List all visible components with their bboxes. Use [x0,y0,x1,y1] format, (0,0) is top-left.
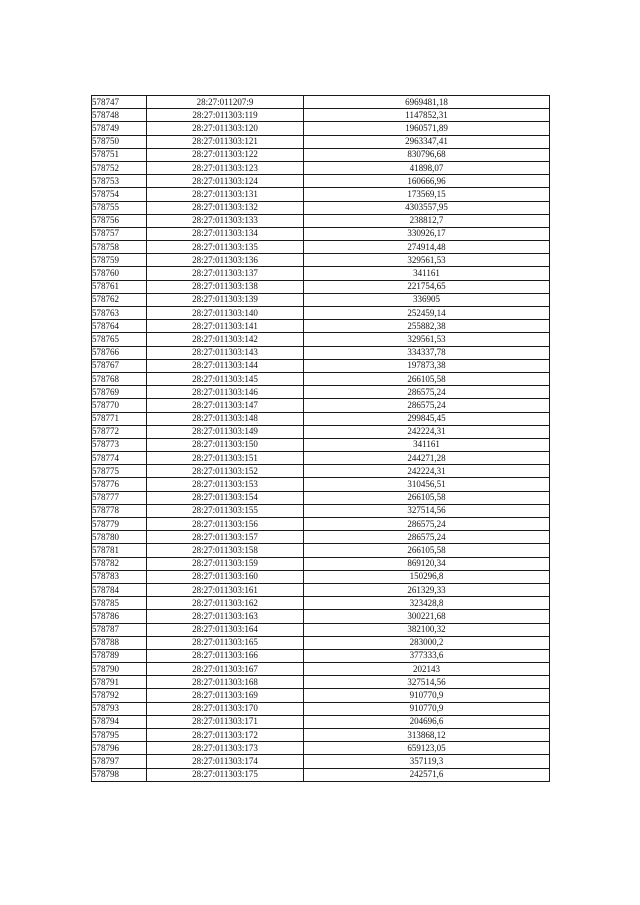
cadastral-number-cell: 28:27:011303:148 [147,412,304,425]
table-row [92,491,550,504]
row-number-cell: 578751 [92,148,147,161]
cadastral-number-cell: 28:27:011303:162 [147,597,304,610]
cadastral-value-cell: 283000,2 [304,636,550,649]
cadastral-number-cell: 28:27:011303:154 [147,491,304,504]
cadastral-number-cell: 28:27:011303:141 [147,320,304,333]
cadastral-value-cell: 160666,96 [304,175,550,188]
table-row [92,636,550,649]
cadastral-value-cell: 300221,68 [304,610,550,623]
row-number-cell: 578773 [92,438,147,451]
cadastral-value-cell: 242571,6 [304,768,550,781]
cadastral-number-cell: 28:27:011303:164 [147,623,304,636]
table-row [92,478,550,491]
table-row [92,504,550,517]
table-row [92,597,550,610]
row-number-cell: 578761 [92,280,147,293]
cadastral-value-cell: 286575,24 [304,386,550,399]
cadastral-number-cell: 28:27:011303:132 [147,201,304,214]
cadastral-value-cell: 334337,78 [304,346,550,359]
cadastral-value-cell: 204696,6 [304,715,550,728]
cadastral-value-cell: 6969481,18 [304,96,550,109]
table-row [92,715,550,728]
cadastral-value-cell: 202143 [304,663,550,676]
row-number-cell: 578754 [92,188,147,201]
row-number-cell: 578786 [92,610,147,623]
cadastral-value-cell: 1147852,31 [304,109,550,122]
row-number-cell: 578759 [92,254,147,267]
cadastral-value-cell: 910770,9 [304,702,550,715]
table-row [92,570,550,583]
table-row [92,122,550,135]
row-number-cell: 578795 [92,729,147,742]
row-number-cell: 578782 [92,557,147,570]
row-number-cell: 578784 [92,583,147,596]
cadastral-number-cell: 28:27:011303:172 [147,729,304,742]
cadastral-number-cell: 28:27:011303:165 [147,636,304,649]
cadastral-number-cell: 28:27:011303:143 [147,346,304,359]
cadastral-number-cell: 28:27:011303:134 [147,227,304,240]
row-number-cell: 578774 [92,452,147,465]
table-row [92,175,550,188]
cadastral-value-cell: 244271,28 [304,452,550,465]
cadastral-number-cell: 28:27:011303:147 [147,399,304,412]
table-row [92,293,550,306]
cadastral-number-cell: 28:27:011303:158 [147,544,304,557]
row-number-cell: 578749 [92,122,147,135]
row-number-cell: 578764 [92,320,147,333]
table-row [92,531,550,544]
cadastral-number-cell: 28:27:011303:161 [147,583,304,596]
row-number-cell: 578755 [92,201,147,214]
cadastral-value-cell: 286575,24 [304,399,550,412]
row-number-cell: 578766 [92,346,147,359]
row-number-cell: 578748 [92,109,147,122]
table-row [92,623,550,636]
row-number-cell: 578792 [92,689,147,702]
row-number-cell: 578768 [92,372,147,385]
row-number-cell: 578763 [92,307,147,320]
cadastral-value-cell: 266105,58 [304,491,550,504]
row-number-cell: 578791 [92,676,147,689]
table-row [92,135,550,148]
table-row [92,346,550,359]
cadastral-value-table [91,95,550,782]
table-row [92,729,550,742]
cadastral-value-cell: 910770,9 [304,689,550,702]
table-row [92,109,550,122]
cadastral-value-cell: 659123,05 [304,742,550,755]
row-number-cell: 578796 [92,742,147,755]
table-row [92,254,550,267]
cadastral-number-cell: 28:27:011207:9 [147,96,304,109]
row-number-cell: 578779 [92,518,147,531]
row-number-cell: 578776 [92,478,147,491]
row-number-cell: 578760 [92,267,147,280]
cadastral-number-cell: 28:27:011303:171 [147,715,304,728]
table-row [92,742,550,755]
cadastral-number-cell: 28:27:011303:131 [147,188,304,201]
cadastral-value-cell: 274914,48 [304,241,550,254]
cadastral-value-cell: 261329,33 [304,583,550,596]
cadastral-value-cell: 173569,15 [304,188,550,201]
cadastral-number-cell: 28:27:011303:144 [147,359,304,372]
cadastral-number-cell: 28:27:011303:149 [147,425,304,438]
cadastral-number-cell: 28:27:011303:142 [147,333,304,346]
row-number-cell: 578794 [92,715,147,728]
cadastral-value-cell: 252459,14 [304,307,550,320]
cadastral-number-cell: 28:27:011303:169 [147,689,304,702]
table-row [92,689,550,702]
table-row [92,386,550,399]
table-row [92,399,550,412]
cadastral-value-cell: 286575,24 [304,531,550,544]
row-number-cell: 578772 [92,425,147,438]
cadastral-number-cell: 28:27:011303:160 [147,570,304,583]
cadastral-value-cell: 286575,24 [304,518,550,531]
cadastral-value-cell: 327514,56 [304,504,550,517]
cadastral-number-cell: 28:27:011303:124 [147,175,304,188]
table-row [92,465,550,478]
row-number-cell: 578757 [92,227,147,240]
cadastral-value-cell: 330926,17 [304,227,550,240]
cadastral-value-cell: 323428,8 [304,597,550,610]
table-row [92,307,550,320]
cadastral-value-cell: 221754,65 [304,280,550,293]
row-number-cell: 578777 [92,491,147,504]
cadastral-number-cell: 28:27:011303:166 [147,649,304,662]
row-number-cell: 578787 [92,623,147,636]
cadastral-number-cell: 28:27:011303:138 [147,280,304,293]
cadastral-number-cell: 28:27:011303:133 [147,214,304,227]
table-row [92,557,550,570]
cadastral-value-cell: 869120,34 [304,557,550,570]
cadastral-value-cell: 357119,3 [304,755,550,768]
cadastral-value-cell: 341161 [304,267,550,280]
cadastral-number-cell: 28:27:011303:170 [147,702,304,715]
cadastral-number-cell: 28:27:011303:168 [147,676,304,689]
table-row [92,372,550,385]
cadastral-value-cell: 255882,38 [304,320,550,333]
row-number-cell: 578790 [92,663,147,676]
cadastral-number-cell: 28:27:011303:151 [147,452,304,465]
cadastral-value-cell: 310456,51 [304,478,550,491]
table-row [92,320,550,333]
row-number-cell: 578789 [92,649,147,662]
table-row [92,544,550,557]
table-row [92,649,550,662]
table-row [92,280,550,293]
cadastral-number-cell: 28:27:011303:121 [147,135,304,148]
cadastral-value-cell: 377333,6 [304,649,550,662]
cadastral-number-cell: 28:27:011303:137 [147,267,304,280]
cadastral-number-cell: 28:27:011303:120 [147,122,304,135]
table-row [92,148,550,161]
table-row [92,214,550,227]
cadastral-value-cell: 1960571,89 [304,122,550,135]
cadastral-value-cell: 197873,38 [304,359,550,372]
cadastral-number-cell: 28:27:011303:152 [147,465,304,478]
row-number-cell: 578767 [92,359,147,372]
cadastral-value-cell: 382100,32 [304,623,550,636]
table-row [92,412,550,425]
table-row [92,201,550,214]
table-row [92,663,550,676]
table-row [92,267,550,280]
cadastral-value-cell: 336905 [304,293,550,306]
cadastral-number-cell: 28:27:011303:122 [147,148,304,161]
cadastral-number-cell: 28:27:011303:156 [147,518,304,531]
cadastral-number-cell: 28:27:011303:139 [147,293,304,306]
cadastral-number-cell: 28:27:011303:157 [147,531,304,544]
row-number-cell: 578762 [92,293,147,306]
cadastral-number-cell: 28:27:011303:159 [147,557,304,570]
cadastral-value-cell: 329561,53 [304,254,550,267]
row-number-cell: 578783 [92,570,147,583]
row-number-cell: 578797 [92,755,147,768]
row-number-cell: 578758 [92,241,147,254]
table-row [92,227,550,240]
cadastral-number-cell: 28:27:011303:167 [147,663,304,676]
row-number-cell: 578753 [92,175,147,188]
cadastral-value-cell: 266105,58 [304,544,550,557]
cadastral-number-cell: 28:27:011303:140 [147,307,304,320]
row-number-cell: 578756 [92,214,147,227]
table-row [92,161,550,174]
cadastral-value-cell: 4303557,95 [304,201,550,214]
cadastral-value-cell: 2963347,41 [304,135,550,148]
table-row [92,452,550,465]
row-number-cell: 578747 [92,96,147,109]
row-number-cell: 578785 [92,597,147,610]
cadastral-value-cell: 329561,53 [304,333,550,346]
row-number-cell: 578775 [92,465,147,478]
row-number-cell: 578771 [92,412,147,425]
table-body [92,96,550,782]
table-row [92,359,550,372]
row-number-cell: 578750 [92,135,147,148]
cadastral-number-cell: 28:27:011303:174 [147,755,304,768]
cadastral-value-cell: 341161 [304,438,550,451]
table-row [92,768,550,781]
cadastral-number-cell: 28:27:011303:163 [147,610,304,623]
row-number-cell: 578798 [92,768,147,781]
row-number-cell: 578778 [92,504,147,517]
cadastral-number-cell: 28:27:011303:123 [147,161,304,174]
cadastral-number-cell: 28:27:011303:150 [147,438,304,451]
cadastral-value-cell: 41898,07 [304,161,550,174]
table-row [92,188,550,201]
row-number-cell: 578770 [92,399,147,412]
cadastral-value-cell: 242224,31 [304,425,550,438]
table-row [92,96,550,109]
cadastral-value-cell: 242224,31 [304,465,550,478]
cadastral-number-cell: 28:27:011303:135 [147,241,304,254]
row-number-cell: 578765 [92,333,147,346]
table-row [92,438,550,451]
cadastral-number-cell: 28:27:011303:145 [147,372,304,385]
cadastral-value-cell: 150296,8 [304,570,550,583]
cadastral-number-cell: 28:27:011303:173 [147,742,304,755]
row-number-cell: 578769 [92,386,147,399]
table-row [92,583,550,596]
row-number-cell: 578752 [92,161,147,174]
cadastral-value-cell: 238812,7 [304,214,550,227]
row-number-cell: 578788 [92,636,147,649]
table-row [92,425,550,438]
cadastral-number-cell: 28:27:011303:119 [147,109,304,122]
table-row [92,241,550,254]
cadastral-value-cell: 299845,45 [304,412,550,425]
row-number-cell: 578780 [92,531,147,544]
cadastral-value-cell: 830796,68 [304,148,550,161]
cadastral-value-cell: 313868,12 [304,729,550,742]
cadastral-value-cell: 266105,58 [304,372,550,385]
cadastral-number-cell: 28:27:011303:175 [147,768,304,781]
cadastral-value-cell: 327514,56 [304,676,550,689]
table-row [92,333,550,346]
cadastral-number-cell: 28:27:011303:153 [147,478,304,491]
cadastral-number-cell: 28:27:011303:136 [147,254,304,267]
row-number-cell: 578781 [92,544,147,557]
table-row [92,702,550,715]
table-row [92,676,550,689]
table-row [92,755,550,768]
table-row [92,518,550,531]
cadastral-number-cell: 28:27:011303:146 [147,386,304,399]
cadastral-number-cell: 28:27:011303:155 [147,504,304,517]
row-number-cell: 578793 [92,702,147,715]
table-row [92,610,550,623]
